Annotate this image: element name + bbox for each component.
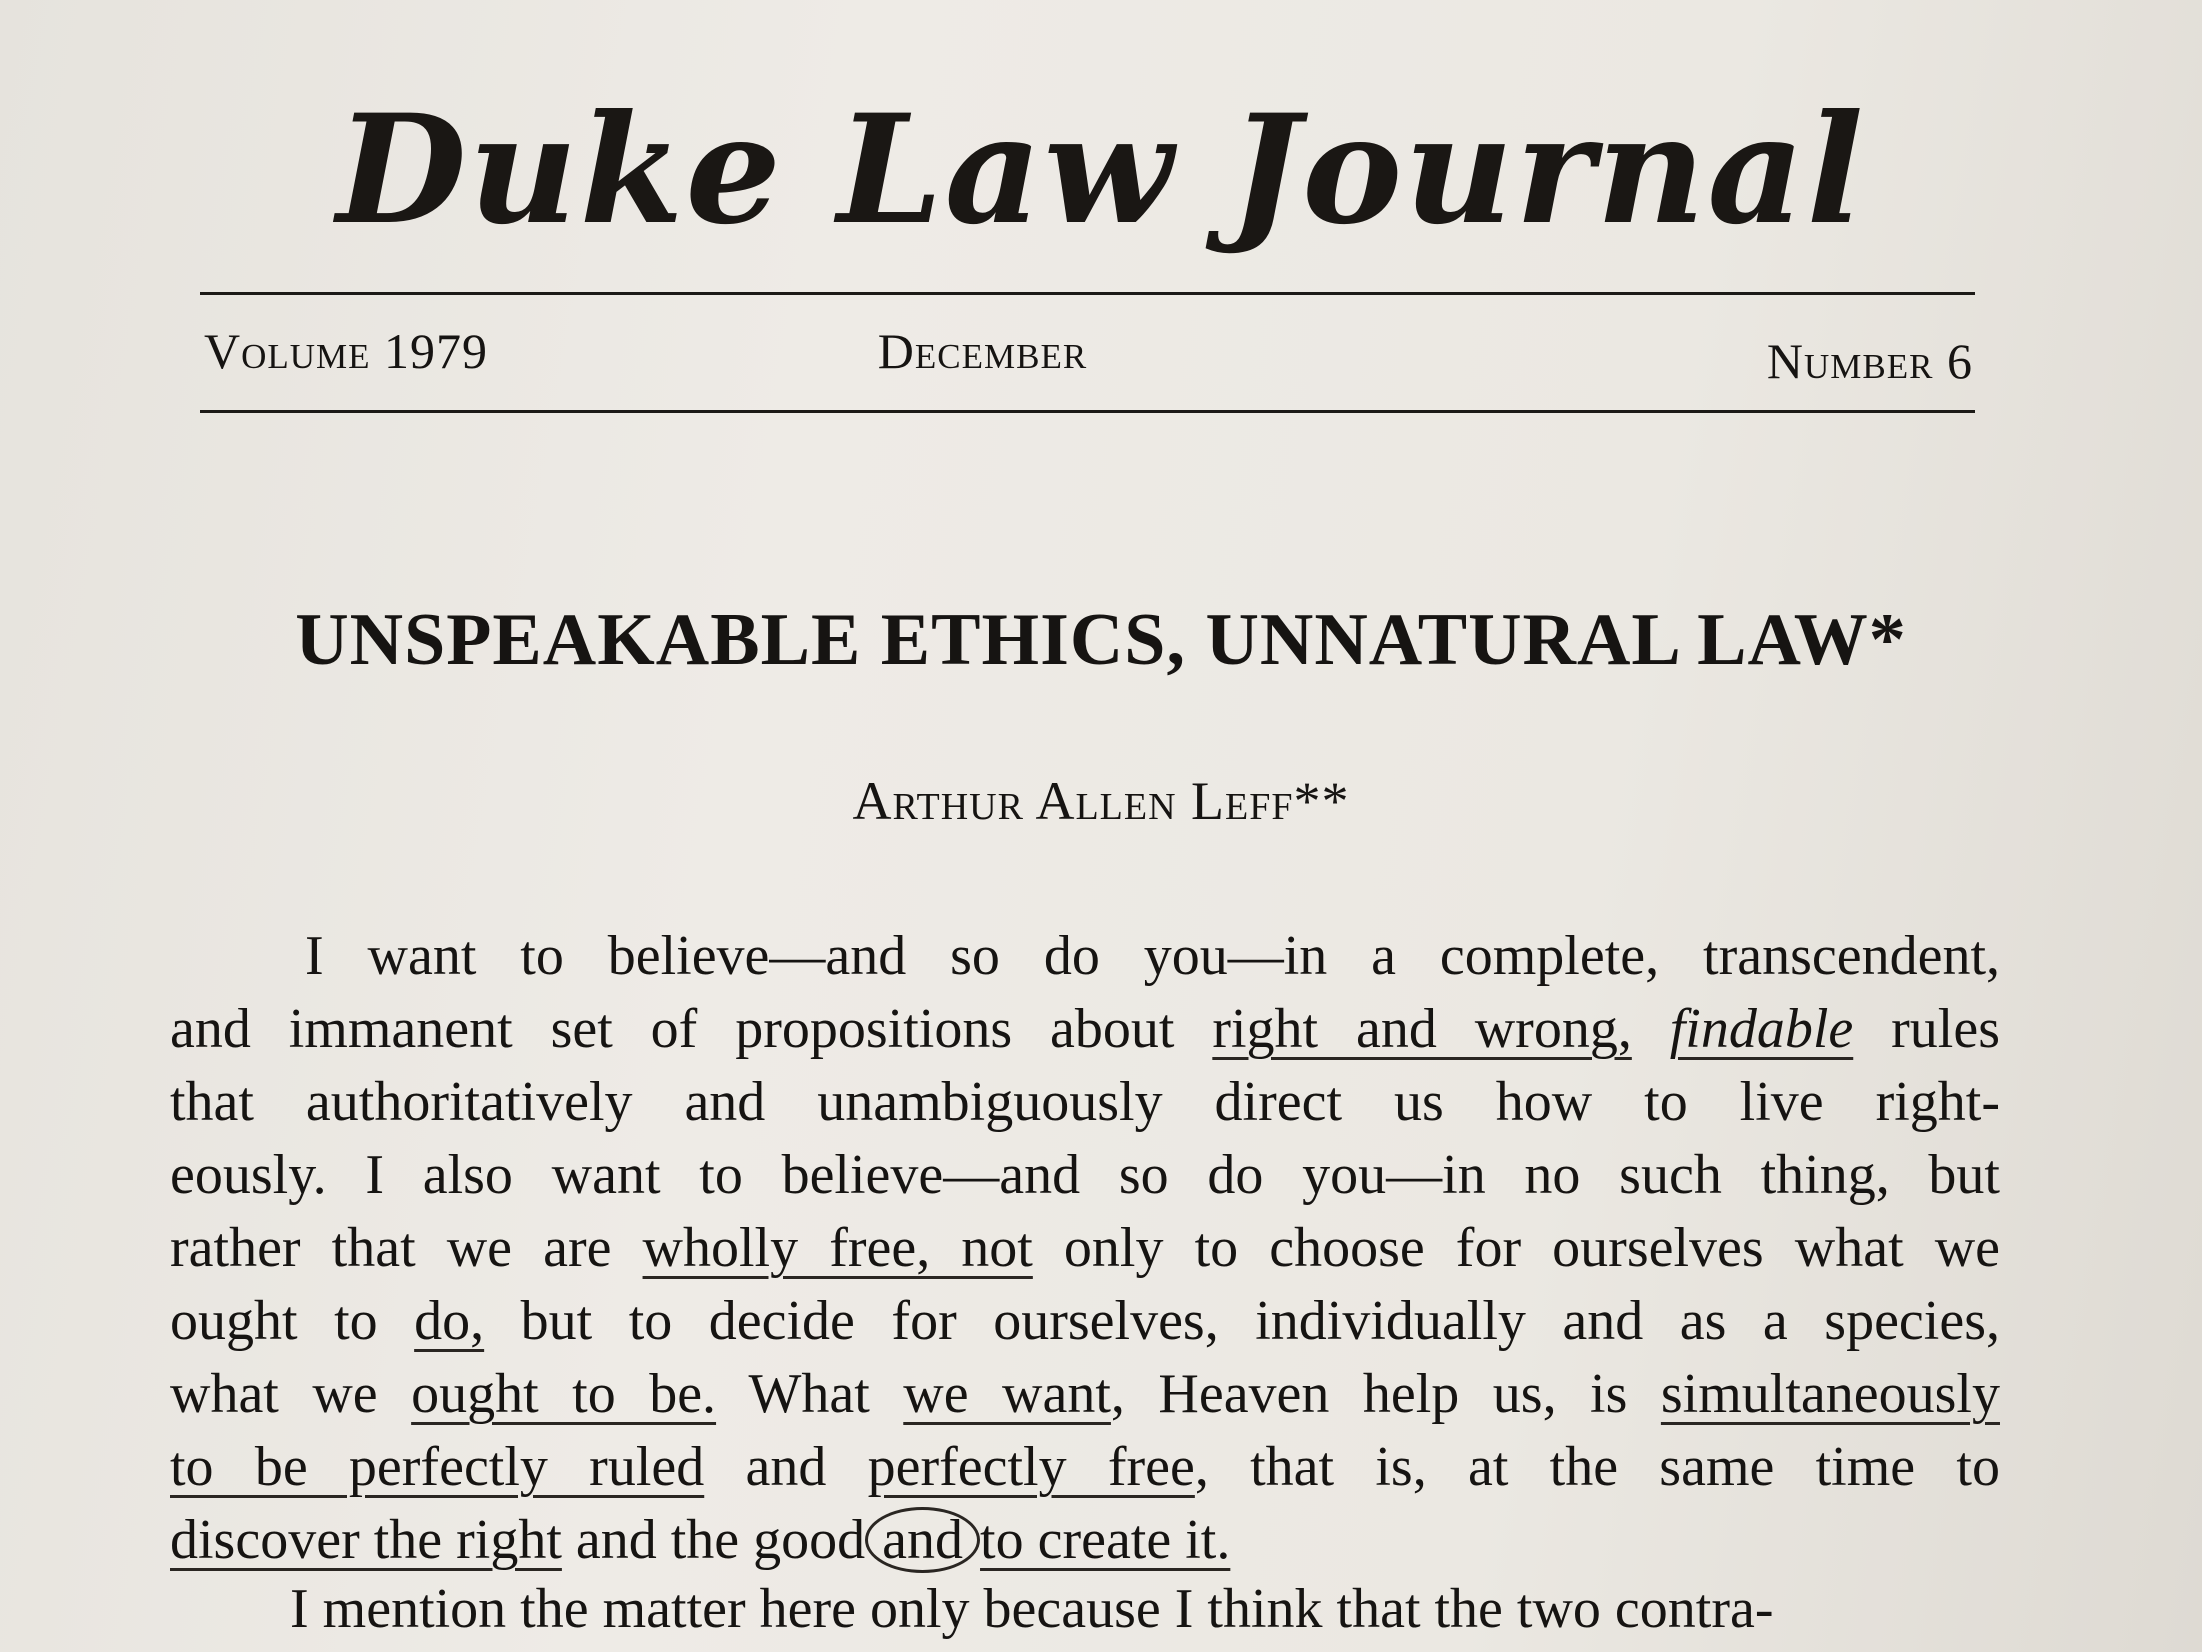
body-paragraph (170, 1573, 2000, 1646)
underlined-text: right and wrong, (1212, 998, 1632, 1060)
text-run: and (704, 1436, 868, 1498)
issue-number: Number 6 (1766, 333, 1973, 389)
issue-volume: Volume 1979 (204, 323, 489, 379)
text-run: , Heaven help us, is (1110, 1363, 1661, 1425)
underlined-text: we want (903, 1363, 1111, 1425)
text-run: , that is, at the same time to (1194, 1436, 2000, 1498)
text-line (170, 1358, 2000, 1431)
article-author: Arthur Allen Leff** (852, 771, 1350, 831)
text-run: rather that we are (170, 1217, 643, 1279)
text-run: only to choose for ourselves what we (1032, 1217, 2001, 1279)
text-run: and immanent set of propositions about (170, 998, 1213, 1060)
text-run: that authoritatively and unambiguously direct us how to live right- (170, 1071, 2000, 1133)
underlined-text: to create it. (980, 1509, 1231, 1571)
text-line (170, 920, 2000, 993)
text-run: I want to believe—and so do you—in a complete, transcendent, (305, 925, 2000, 987)
text-run: but to decide for ourselves, individually and as a species, (484, 1290, 2000, 1352)
underlined-text: do, (414, 1290, 485, 1352)
underlined-text: perfectly free (867, 1436, 1195, 1498)
issue-month: December (877, 323, 1088, 379)
header-rule-bottom (200, 410, 1975, 413)
text-run: ought to (170, 1290, 415, 1352)
text-line (170, 1573, 2000, 1646)
underlined-text: to be perfectly ruled (170, 1436, 705, 1498)
text-line (170, 993, 2000, 1066)
text-line (170, 1066, 2000, 1139)
underlined-text: ought to be. (411, 1363, 717, 1425)
text-run: and the good (561, 1509, 880, 1571)
journal-masthead: Duke Law Journal (336, 82, 1866, 258)
underlined-text: simultaneously (1660, 1363, 2000, 1425)
text-run: I mention the matter here only because I think that the two contra- (290, 1578, 1774, 1640)
text-run: What (716, 1363, 904, 1425)
issue-info-line (200, 322, 1975, 389)
circled-text: and (865, 1507, 980, 1573)
body-paragraph (170, 920, 2000, 1577)
text-run: rules (1853, 998, 2000, 1060)
text-run: eously. I also want to believe—and so do you—in no such thing, but (170, 1144, 2000, 1206)
article-title: UNSPEAKABLE ETHICS, UNNATURAL LAW* (295, 599, 1907, 681)
underlined-text: wholly free, not (642, 1217, 1033, 1279)
text-line (170, 1212, 2000, 1285)
text-line (170, 1431, 2000, 1504)
text-run (966, 1509, 980, 1571)
header-rule-top (200, 292, 1975, 295)
text-line (170, 1139, 2000, 1212)
text-line (170, 1504, 2000, 1577)
text-run: what we (170, 1363, 412, 1425)
text-run (1632, 998, 1670, 1060)
text-line (170, 1285, 2000, 1358)
italic-underlined-text: findable (1669, 998, 1854, 1060)
underlined-text: discover the right (170, 1509, 562, 1571)
